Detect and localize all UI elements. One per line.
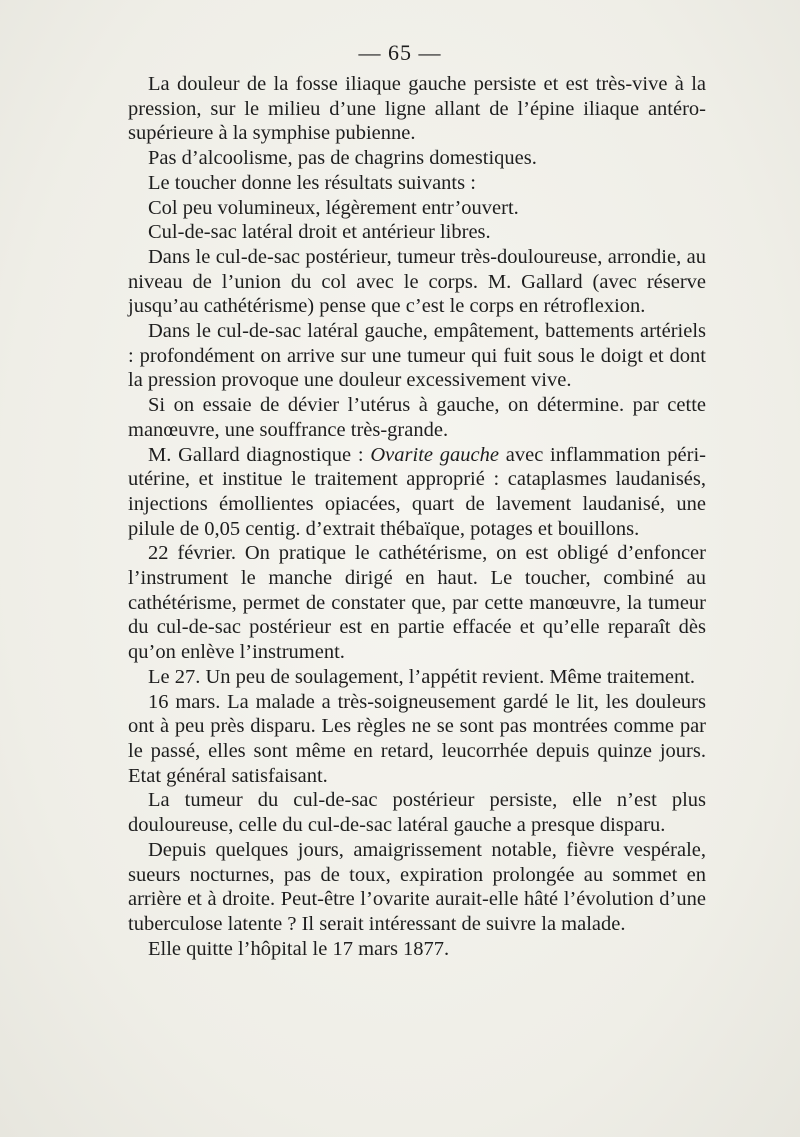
paragraph: La tumeur du cul-de-sac postérieur persiste, elle n’est plus douloureuse, celle du cul-de-sac latéral gauche a presque disparu. — [128, 789, 706, 837]
paragraph: Col peu volumineux, légèrement entr’ouvert. — [148, 196, 519, 219]
paragraph: Depuis quelques jours, amaigrissement notable, fièvre vespérale, sueurs nocturnes, pas de toux, expiration prolongée au sommet en arrière et à droite. Peut-être l’ovarite aurait-elle hâté l’évolution d’une tuberculose latente ? Il serait intéressant de suivre la malade. — [128, 838, 706, 935]
paragraph: Dans le cul-de-sac postérieur, tumeur très-douloureuse, arrondie, au niveau de l’union du col avec le corps. M. Gallard (avec réserve jusqu’au cathétérisme) pense que c’est le corps en rétroflexion. — [128, 245, 706, 318]
diagnosis-paragraph — [128, 443, 706, 542]
diagnosis-rest: avec inflammation péri-utérine, et institue le traitement approprié : cataplasmes laudanisés, injections émollientes opiacées, quart de lavement laudanisé, une pilule de 0,05 centig. d’extrait thébaïque, potages et bouillons. — [128, 443, 706, 540]
body-text — [128, 72, 706, 961]
paragraph: Si on essaie de dévier l’utérus à gauche, on détermine. par cette manœuvre, une souffrance très-grande. — [128, 394, 706, 441]
paragraph: Dans le cul-de-sac latéral gauche, empâtement, battements artériels : profondément on arrive sur une tumeur qui fuit sous le doigt et dont la pression provoque une douleur excessivement vive. — [128, 320, 706, 392]
diagnosis-term: Ovarite gauche — [370, 443, 499, 466]
paragraph: Cul-de-sac latéral droit et antérieur libres. — [148, 221, 491, 244]
paragraph: 22 février. On pratique le cathétérisme, on est obligé d’enfoncer l’instrument le manche dirigé en haut. Le toucher, combiné au cathétérisme, permet de constater que, par cette manœuvre, la tumeur du cul-de-sac postérieur est en partie effacée et qu’elle reparaît dès qu’on enlève l’instrument. — [128, 542, 706, 664]
paragraph: 16 mars. La malade a très-soigneusement gardé le lit, les douleurs ont à peu près disparu. Les règles ne se sont pas montrées comme par le passé, elles sont même en retard, leucorrhée depuis quinze jours. Etat général satisfaisant. — [128, 690, 706, 787]
paragraph: Le toucher donne les résultats suivants : — [148, 171, 476, 194]
paragraph: La douleur de la fosse iliaque gauche persiste et est très-vive à la pression, sur le milieu d’une ligne allant de l’épine iliaque antéro-supérieure à la symphise pubienne. — [128, 73, 706, 145]
paragraph: Le 27. Un peu de soulagement, l’appétit revient. Même traitement. — [148, 665, 696, 688]
paragraph: Elle quitte l’hôpital le 17 mars 1877. — [148, 937, 450, 960]
paragraph: Pas d’alcoolisme, pas de chagrins domestiques. — [148, 147, 537, 170]
page-number: — 65 — — [358, 40, 442, 65]
diagnosis-lead: M. Gallard diagnostique : — [148, 443, 371, 466]
